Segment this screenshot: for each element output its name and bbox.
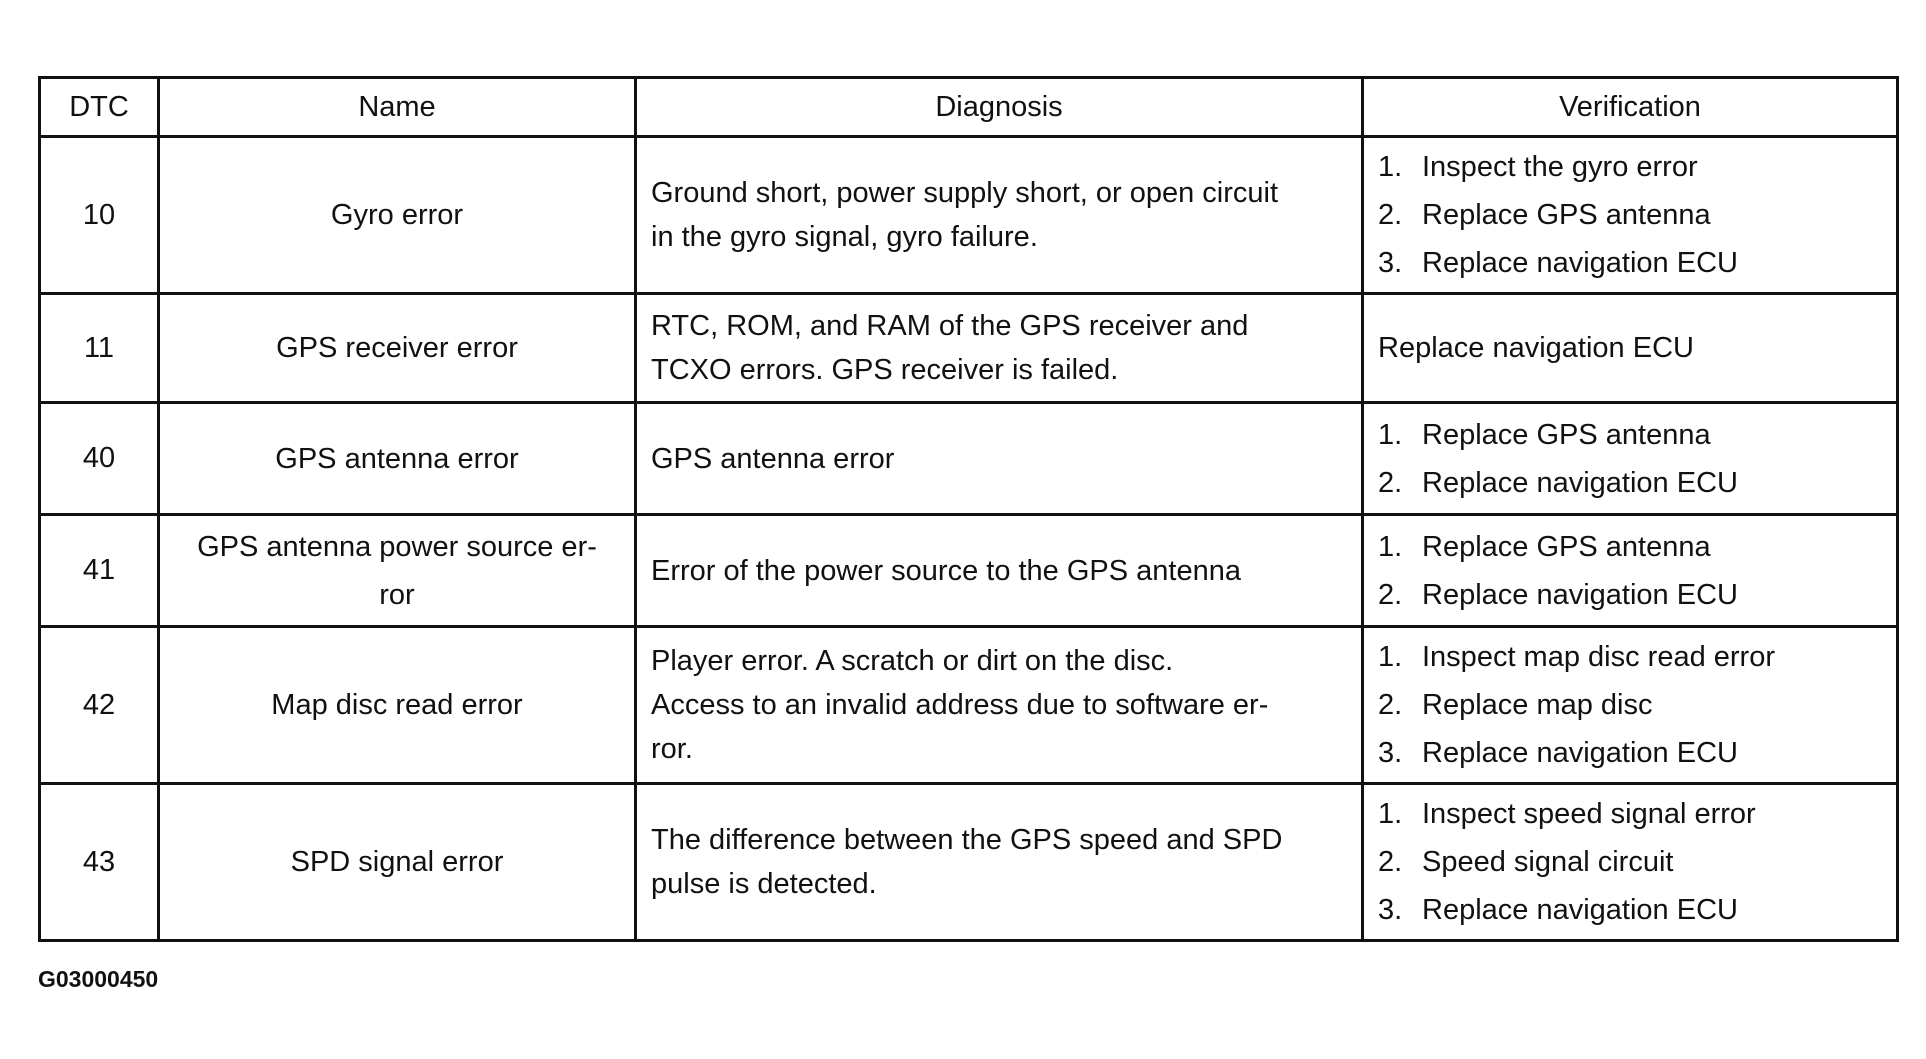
step-text: Replace GPS antenna (1422, 530, 1711, 563)
dtc-name: SPD signal error (290, 846, 504, 878)
step-number: 1. (1378, 641, 1403, 673)
step-number: 1. (1378, 530, 1403, 563)
step-number: 3. (1378, 247, 1403, 279)
verification-step (1378, 459, 1882, 507)
dtc-name-cell (159, 403, 636, 515)
dtc-code-cell: 11 (40, 294, 159, 403)
step-text: Replace navigation ECU (1422, 247, 1738, 279)
step-text: Replace navigation ECU (1422, 894, 1738, 926)
diagnosis-text: RTC, ROM, and RAM of the GPS receiver and TCXO errors. GPS receiver is failed. (651, 310, 1249, 386)
dtc-name-cell (159, 784, 636, 941)
dtc-code-cell: 41 (40, 515, 159, 627)
header-diagnosis: Diagnosis (636, 78, 1363, 137)
diagnosis-cell (636, 515, 1363, 627)
table-row (40, 403, 1898, 515)
step-text: Replace navigation ECU (1422, 737, 1738, 769)
verification-step (1378, 681, 1882, 729)
step-text: Inspect map disc read error (1422, 641, 1775, 673)
dtc-name-cell (159, 294, 636, 403)
diagnosis-text: GPS antenna error (651, 442, 895, 475)
verification-text: Replace navigation ECU (1378, 332, 1694, 364)
diagnosis-cell (636, 403, 1363, 515)
verification-step (1378, 571, 1882, 619)
verification-steps (1378, 411, 1882, 507)
verification-cell (1363, 515, 1898, 627)
verification-cell (1363, 403, 1898, 515)
step-number: 2. (1378, 199, 1403, 231)
dtc-name-cell (159, 627, 636, 784)
verification-cell (1363, 294, 1898, 403)
diagnosis-cell (636, 627, 1363, 784)
table-row (40, 627, 1898, 784)
step-text: Replace map disc (1422, 689, 1653, 721)
dtc-name: GPS receiver error (276, 332, 518, 364)
dtc-name-cell (159, 137, 636, 294)
diagnosis-text: Error of the power source to the GPS antenna (651, 554, 1241, 587)
dtc-table (38, 76, 1899, 942)
step-number: 2. (1378, 466, 1403, 499)
step-number: 3. (1378, 737, 1403, 769)
step-number: 1. (1378, 418, 1403, 451)
verification-cell (1363, 784, 1898, 941)
verification-steps (1378, 523, 1882, 619)
step-text: Replace navigation ECU (1422, 466, 1738, 499)
header-dtc: DTC (40, 78, 159, 137)
table-row (40, 294, 1898, 403)
table-row (40, 515, 1898, 627)
diagnosis-text: Ground short, power supply short, or open circuit in the gyro signal, gyro failure. (651, 177, 1279, 253)
header-verification: Verification (1363, 78, 1898, 137)
dtc-name: Gyro error (330, 199, 464, 231)
verification-steps (1378, 633, 1882, 777)
step-number: 1. (1378, 151, 1403, 183)
verification-step (1378, 790, 1882, 838)
verification-step (1378, 191, 1882, 239)
diagnosis-text: The difference between the GPS speed and SPD pulse is detected. (651, 824, 1283, 900)
dtc-code-cell: 10 (40, 137, 159, 294)
step-text: Speed signal circuit (1422, 846, 1674, 878)
diagnosis-cell (636, 784, 1363, 941)
figure-id: G03000450 (38, 966, 159, 992)
dtc-name: GPS antenna error (275, 442, 519, 475)
verification-step (1378, 143, 1882, 191)
verification-step (1378, 239, 1882, 287)
step-text: Inspect the gyro error (1422, 151, 1698, 183)
step-number: 2. (1378, 689, 1403, 721)
table-header-row (40, 78, 1898, 137)
verification-steps (1378, 143, 1882, 287)
verification-step (1378, 838, 1882, 886)
verification-step (1378, 633, 1882, 681)
verification-cell (1363, 137, 1898, 294)
step-number: 2. (1378, 846, 1403, 878)
table-row (40, 784, 1898, 941)
diagnosis-cell (636, 294, 1363, 403)
dtc-name: GPS antenna power source er- ror (197, 530, 597, 611)
verification-step (1378, 729, 1882, 777)
step-text: Replace navigation ECU (1422, 578, 1738, 611)
dtc-code-cell: 42 (40, 627, 159, 784)
diagnosis-cell (636, 137, 1363, 294)
step-number: 1. (1378, 798, 1403, 830)
dtc-name-cell (159, 515, 636, 627)
diagnosis-text: Player error. A scratch or dirt on the disc. Access to an invalid address due to software er- ror. (651, 645, 1269, 765)
verification-step (1378, 523, 1882, 571)
dtc-code-cell: 43 (40, 784, 159, 941)
table-row (40, 137, 1898, 294)
verification-cell (1363, 627, 1898, 784)
verification-step (1378, 411, 1882, 459)
step-text: Inspect speed signal error (1422, 798, 1756, 830)
dtc-name: Map disc read error (271, 689, 523, 721)
step-text: Replace GPS antenna (1422, 418, 1711, 451)
step-number: 2. (1378, 578, 1403, 611)
dtc-code-cell: 40 (40, 403, 159, 515)
step-text: Replace GPS antenna (1422, 199, 1711, 231)
verification-steps (1378, 790, 1882, 934)
step-number: 3. (1378, 894, 1403, 926)
verification-step (1378, 886, 1882, 934)
header-name: Name (159, 78, 636, 137)
